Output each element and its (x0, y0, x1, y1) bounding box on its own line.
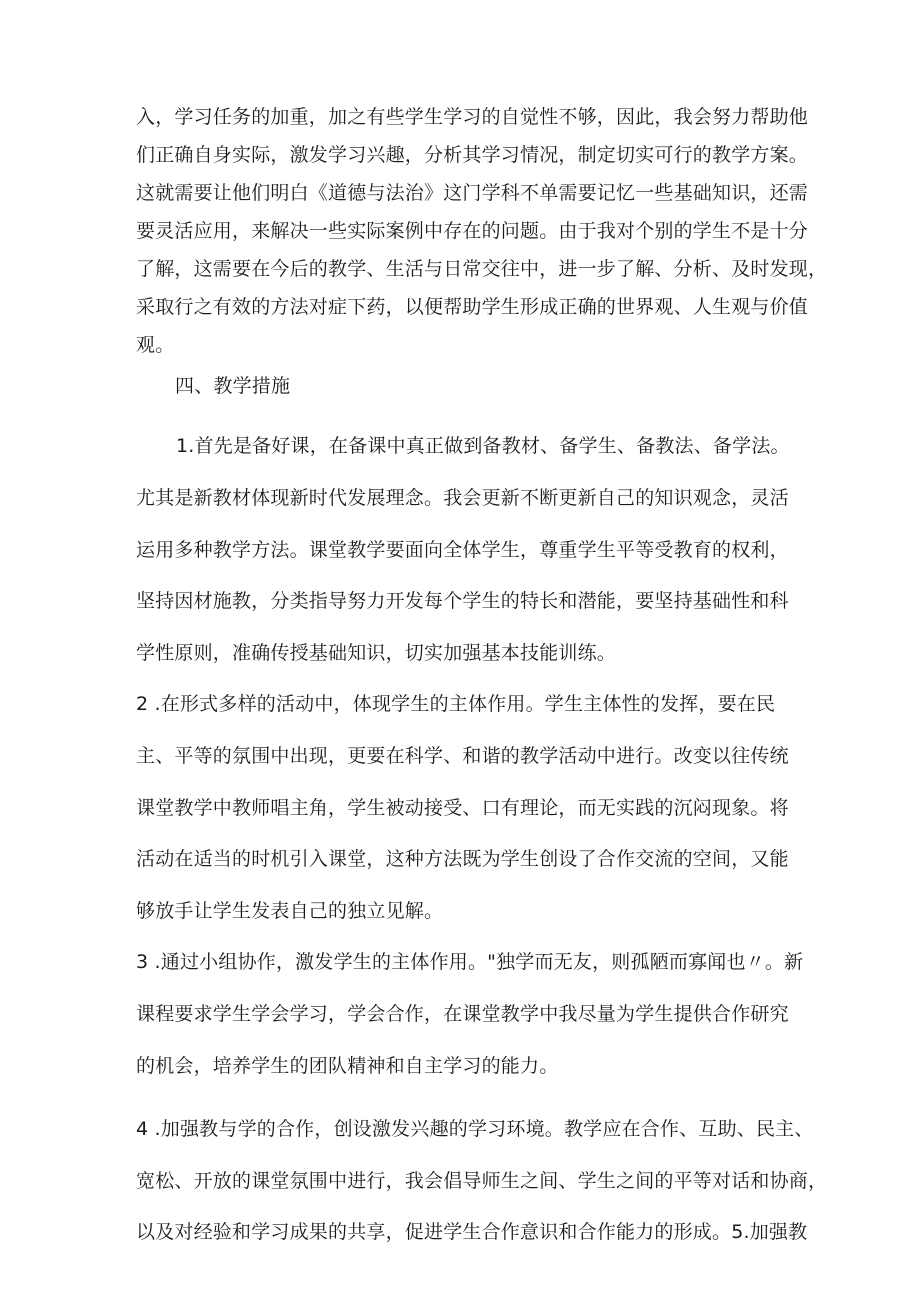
text-line: 的机会，培养学生的团队精神和自主学习的能力。 (136, 1055, 559, 1077)
text-line: 采取行之有效的方法对症下药，以便帮助学生形成正确的世界观、人生观与价值 (136, 296, 809, 318)
text-line: 4 .加强教与学的合作，创设激发兴趣的学习环境。教学应在合作、互助、民主、 (136, 1118, 814, 1140)
text-line: 活动在适当的时机引入课堂，这种方法既为学生创设了合作交流的空间，又能 (136, 848, 789, 870)
text-line: 宽松、开放的课堂氛围中进行，我会倡导师生之间、学生之间的平等对话和协商， (136, 1170, 828, 1192)
text-line: 这就需要让他们明白《道德与法治》这门学科不单需要记忆一些基础知识，还需 (136, 182, 809, 204)
text-line: 尤其是新教材体现新时代发展理念。我会更新不断更新自己的知识观念，灵活 (136, 487, 789, 509)
text-line: 们正确自身实际，激发学习兴趣，分析其学习情况，制定切实可行的教学方案。 (136, 144, 809, 166)
text-line: 3 .通过小组协作，激发学生的主体作用。"独学而无友，则孤陋而寡闻也〃。新 (136, 951, 804, 973)
text-line: 主、平等的氛围中出现，更要在科学、和谐的教学活动中进行。改变以往传统 (136, 745, 789, 767)
section-heading: 四、教学措施 (175, 375, 291, 397)
text-line: 以及对经验和学习成果的共享，促进学生合作意识和合作能力的形成。5.加强教 (136, 1221, 808, 1243)
text-line: 了解，这需要在今后的教学、生活与日常交往中，进一步了解、分析、及时发现， (136, 258, 828, 280)
text-line: 运用多种教学方法。课堂教学要面向全体学生，尊重学生平等受教育的权利， (136, 539, 789, 561)
text-line: 观。 (136, 334, 175, 356)
text-line: 课堂教学中教师唱主角，学生被动接受、口有理论，而无实践的沉闷现象。将 (136, 797, 789, 819)
text-line: 要灵活应用，来解决一些实际案例中存在的问题。由于我对个别的学生不是十分 (136, 220, 809, 242)
text-line: 2 .在形式多样的活动中，体现学生的主体作用。学生主体性的发挥，要在民 (136, 693, 776, 715)
text-line: 学性原则，准确传授基础知识，切实加强基本技能训练。 (136, 642, 617, 664)
text-line: 坚持因材施教，分类指导努力开发每个学生的特长和潜能，要坚持基础性和科 (136, 590, 789, 612)
text-line: 入，学习任务的加重，加之有些学生学习的自觉性不够，因此，我会努力帮助他 (136, 106, 809, 128)
text-line: 够放手让学生发表自己的独立见解。 (136, 900, 444, 922)
text-line: 课程要求学生学会学习，学会合作，在课堂教学中我尽量为学生提供合作研究 (136, 1003, 789, 1025)
text-line: 1.首先是备好课，在备课中真正做到备教材、备学生、备教法、备学法。 (176, 435, 790, 457)
